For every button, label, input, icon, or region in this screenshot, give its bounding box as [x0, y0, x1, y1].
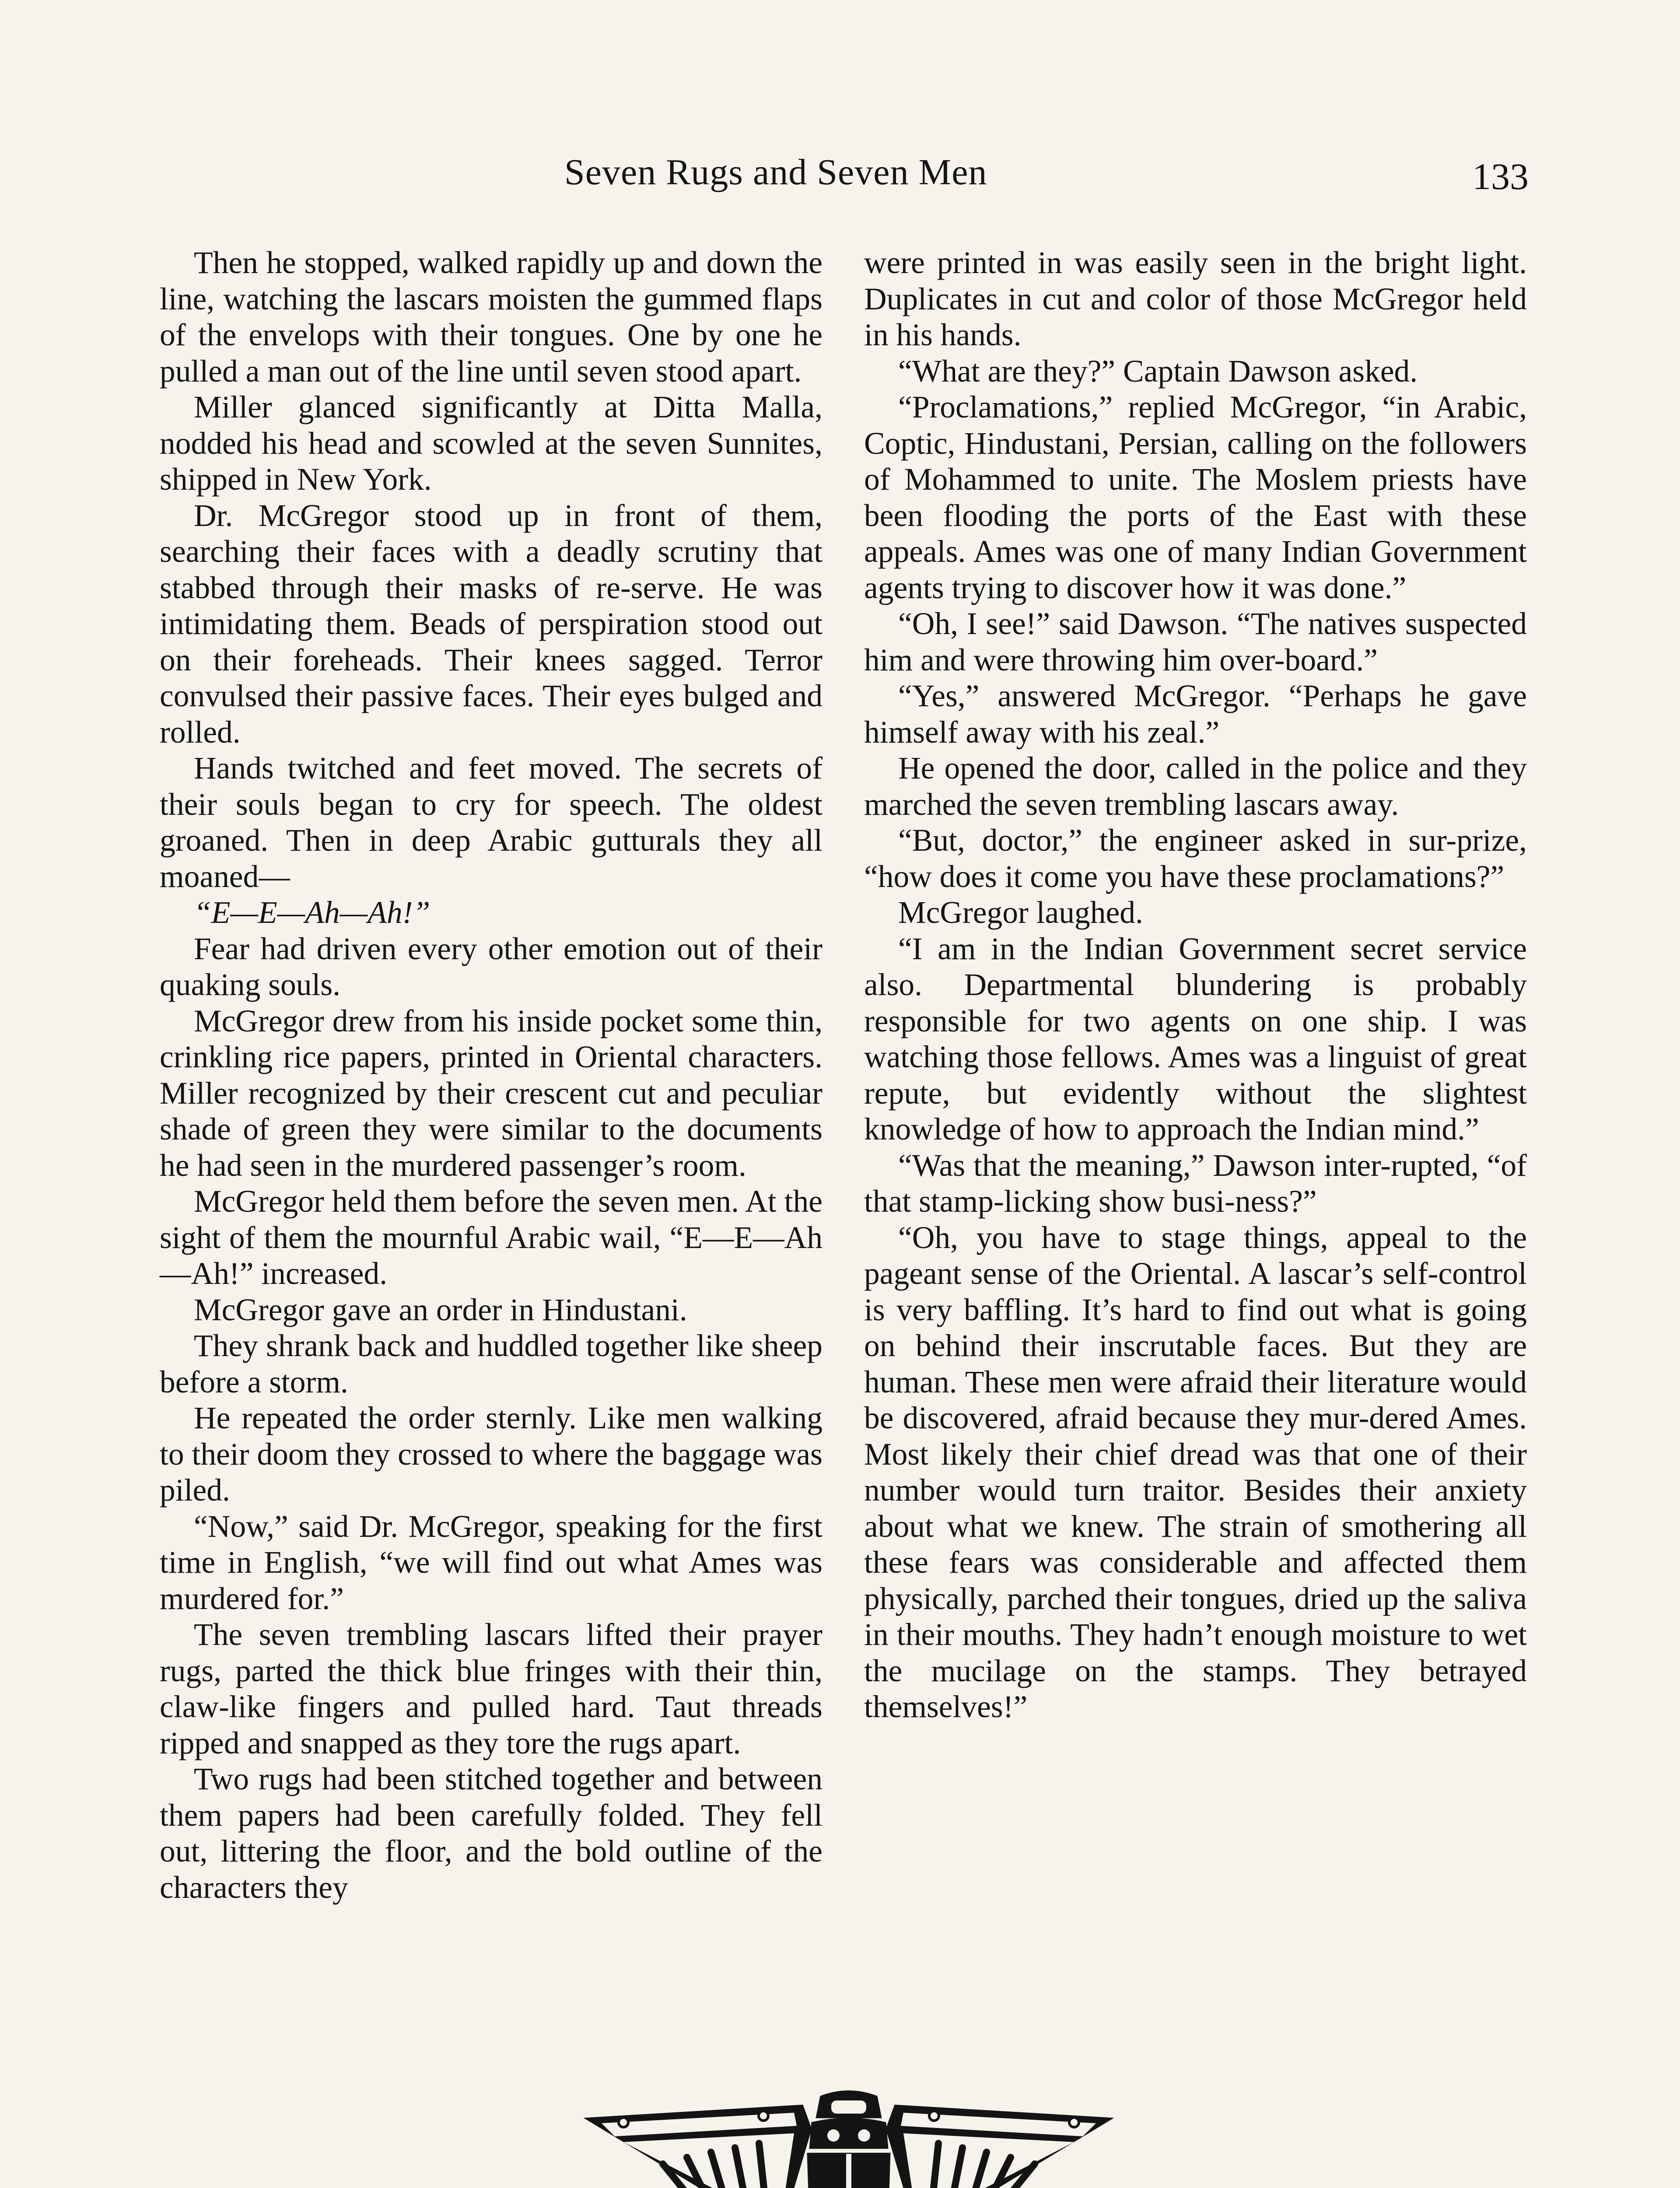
paragraph: “Proclamations,” replied McGregor, “in Arabic, Coptic, Hindustani, Persian, calling on the followers of Mohammed to unite. The Moslem priests have been flooding the ports of the East with these appeals. Ames was one of many Indian Government agents trying to discover how it was done.”: [864, 390, 1527, 605]
paragraph: He opened the door, called in the police and they marched the seven trembling lascars away.: [864, 751, 1527, 822]
page-number: 133: [1472, 155, 1529, 197]
paragraph: “Oh, you have to stage things, appeal to the pageant sense of the Oriental. A lascar’s self-control is very baffling. It’s hard to find out what is going on behind their inscrutable faces. But they are human. These men were afraid their literature would be discovered, afraid because they mur-dered Ames. Most likely their chief dread was that one of their number would turn traitor. Besides their anxiety about what we knew. The strain of smothering all these fears was considerable and affected them physically, parched their tongues, dried up the saliva in their mouths. They hadn’t enough moisture to wet the mucilage on the stamps. They betrayed themselves!”: [864, 1220, 1527, 1724]
paragraph: McGregor gave an order in Hindustani.: [194, 1292, 687, 1327]
left-column: [160, 245, 822, 1906]
paragraph: McGregor drew from his inside pocket some thin, crinkling rice papers, printed in Oriental characters. Miller recognized by their crescent cut and peculiar shade of green they were similar to the documents he had seen in the murdered passenger’s room.: [160, 1003, 822, 1183]
paragraph: Miller glanced significantly at Ditta Malla, nodded his head and scowled at the seven Sunnites, shipped in New York.: [160, 390, 822, 497]
paragraph: were printed in was easily seen in the bright light. Duplicates in cut and color of those McGregor held in his hands.: [864, 245, 1527, 352]
paragraph: “Yes,” answered McGregor. “Perhaps he gave himself away with his zeal.”: [864, 679, 1527, 750]
paragraph-cry: “E—E—Ah—Ah!”: [194, 895, 430, 930]
running-title: Seven Rugs and Seven Men: [564, 152, 987, 193]
paragraph: McGregor held them before the seven men. At the sight of them the mournful Arabic wail, “E—E—Ah—Ah!” increased.: [160, 1184, 822, 1291]
paragraph: McGregor laughed.: [898, 895, 1143, 930]
paragraph: “What are they?” Captain Dawson asked.: [898, 354, 1418, 389]
paragraph: Two rugs had been stitched together and between them papers had been carefully folded. They fell out, littering the floor, and the bold outline of the characters they: [160, 1762, 822, 1905]
paragraph: Then he stopped, walked rapidly up and down the line, watching the lascars moisten the gummed flaps of the envelops with their tongues. One by one he pulled a man out of the line until seven stood apart.: [160, 245, 822, 389]
paragraph: They shrank back and huddled together like sheep before a storm.: [160, 1329, 822, 1399]
winged-scarab-icon: [575, 2087, 1122, 2188]
paragraph: “Was that the meaning,” Dawson inter-rupted, “of that stamp-licking show busi-ness?”: [864, 1148, 1527, 1219]
paragraph: Hands twitched and feet moved. The secrets of their souls began to cry for speech. The oldest groaned. Then in deep Arabic gutturals they all moaned—: [160, 751, 822, 894]
paragraph: “I am in the Indian Government secret service also. Departmental blundering is probably responsible for two agents on one ship. I was watching those fellows. Ames was a linguist of great repute, but evidently without the slightest knowledge of how to approach the Indian mind.”: [864, 931, 1527, 1147]
paragraph: “But, doctor,” the engineer asked in sur-prize, “how does it come you have these proclamations?”: [864, 823, 1527, 894]
paragraph: “Now,” said Dr. McGregor, speaking for the first time in English, “we will find out what Ames was murdered for.”: [160, 1509, 822, 1616]
right-column: [864, 245, 1527, 1725]
paragraph: “Oh, I see!” said Dawson. “The natives suspected him and were throwing him over-board.”: [864, 607, 1527, 677]
running-head: [0, 151, 1680, 208]
paragraph: Dr. McGregor stood up in front of them, searching their faces with a deadly scrutiny that stabbed through their masks of re-serve. He was intimidating them. Beads of perspiration stood out on their foreheads. Their knees sagged. Terror convulsed their passive faces. Their eyes bulged and rolled.: [160, 498, 822, 750]
paragraph: The seven trembling lascars lifted their prayer rugs, parted the thick blue fringes with their thin, claw-like fingers and pulled hard. Taut threads ripped and snapped as they tore the rugs apart.: [160, 1617, 822, 1760]
paragraph: Fear had driven every other emotion out of their quaking souls.: [160, 931, 822, 1002]
paragraph: He repeated the order sternly. Like men walking to their doom they crossed to where the baggage was piled.: [160, 1401, 822, 1508]
